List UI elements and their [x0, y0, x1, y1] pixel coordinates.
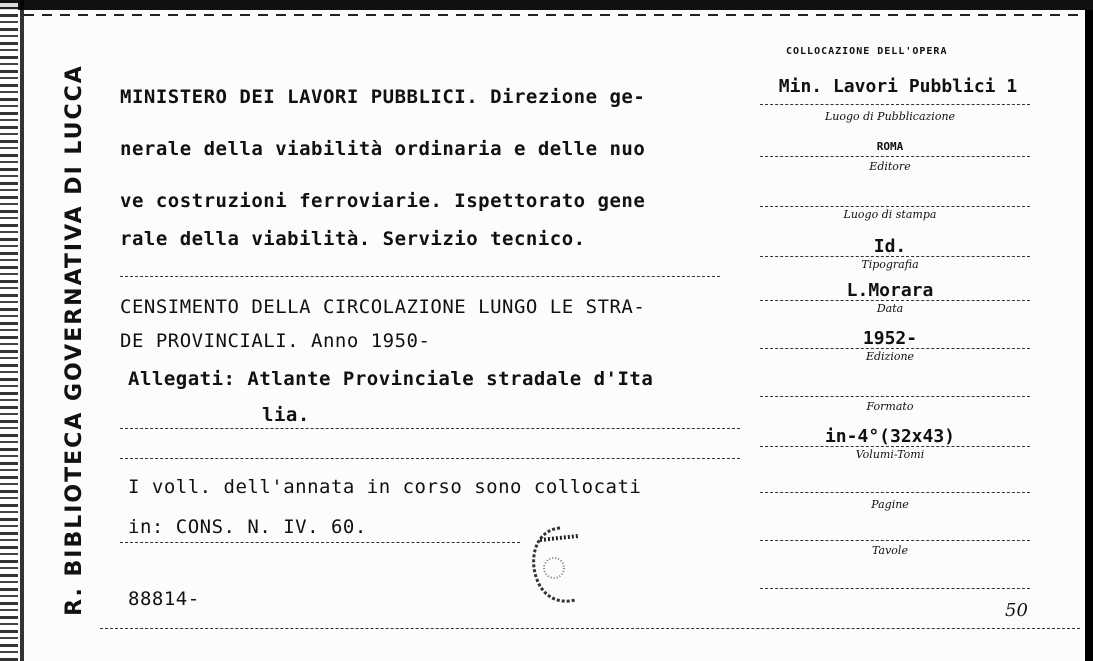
scan-edge-left	[0, 0, 18, 661]
library-stamp-icon	[520, 520, 590, 610]
scan-edge-left-line	[20, 0, 24, 661]
volumi-value: in-4°(32x43)	[824, 426, 956, 447]
rule-r1	[760, 104, 1030, 105]
body-line-8: lia.	[262, 404, 310, 426]
luogo-stampa-label: Luogo di stampa	[843, 208, 937, 221]
tavole-label: Tavole	[872, 544, 908, 557]
collocazione-value: Min. Lavori Pubblici 1	[778, 76, 1018, 97]
tipografia-value: Id.	[873, 236, 907, 257]
data-value: L.Morara	[846, 280, 934, 301]
rule-3	[120, 458, 740, 459]
body-line-2: nerale della viabilità ordinaria e delle nuo	[120, 138, 646, 160]
edizione-value: 1952-	[862, 328, 918, 349]
editore-value: ROMA	[876, 140, 904, 153]
body-line-3: ve costruzioni ferroviarie. Ispettorato gene	[120, 190, 646, 212]
editore-label: Editore	[869, 160, 911, 173]
volumi-label: Volumi-Tomi	[855, 448, 925, 461]
body-line-5: CENSIMENTO DELLA CIRCOLAZIONE LUNGO LE STRA-	[120, 296, 646, 318]
rule-r3	[760, 206, 1030, 207]
rule-4	[120, 542, 520, 543]
scan-edge-top-dashes	[24, 14, 1084, 16]
body-line-1: MINISTERO DEI LAVORI PUBBLICI. Direzione ge-	[120, 86, 646, 108]
body-line-4: rale della viabilità. Servizio tecnico.	[120, 228, 586, 250]
rule-r6	[760, 348, 1030, 349]
formato-label: Formato	[866, 400, 914, 413]
rule-r4	[760, 256, 1030, 257]
rule-r9	[760, 492, 1030, 493]
scan-edge-top	[0, 0, 1093, 10]
data-label: Data	[876, 302, 904, 315]
rule-r10	[760, 540, 1030, 541]
rule-r7	[760, 396, 1030, 397]
tipografia-label: Tipografia	[861, 258, 919, 271]
rule-r5	[760, 300, 1030, 301]
pagine-label: Pagine	[871, 498, 909, 511]
collocazione-header: COLLOCAZIONE DELL'OPERA	[786, 46, 948, 57]
rule-r2	[760, 156, 1030, 157]
library-side-label: R. BIBLIOTECA GOVERNATIVA DI LUCCA	[62, 64, 87, 616]
rule-1	[120, 276, 720, 277]
body-line-6: DE PROVINCIALI. Anno 1950-	[120, 330, 431, 352]
body-line-11: 88814-	[128, 588, 200, 610]
body-line-10: in: CONS. N. IV. 60.	[128, 516, 367, 538]
scan-edge-right	[1085, 10, 1093, 661]
rule-2	[120, 428, 740, 429]
body-line-7: Allegati: Atlante Provinciale stradale d'Ita	[128, 368, 654, 390]
rule-r11	[760, 588, 1030, 589]
body-line-9: I voll. dell'annata in corso sono collocati	[128, 476, 642, 498]
rule-r8	[760, 446, 1030, 447]
edizione-label: Edizione	[865, 350, 915, 363]
rule-bottom	[100, 628, 1080, 629]
page-mark: 50	[1005, 600, 1028, 621]
luogo-pubblicazione-label: Luogo di Pubblicazione	[824, 110, 956, 123]
